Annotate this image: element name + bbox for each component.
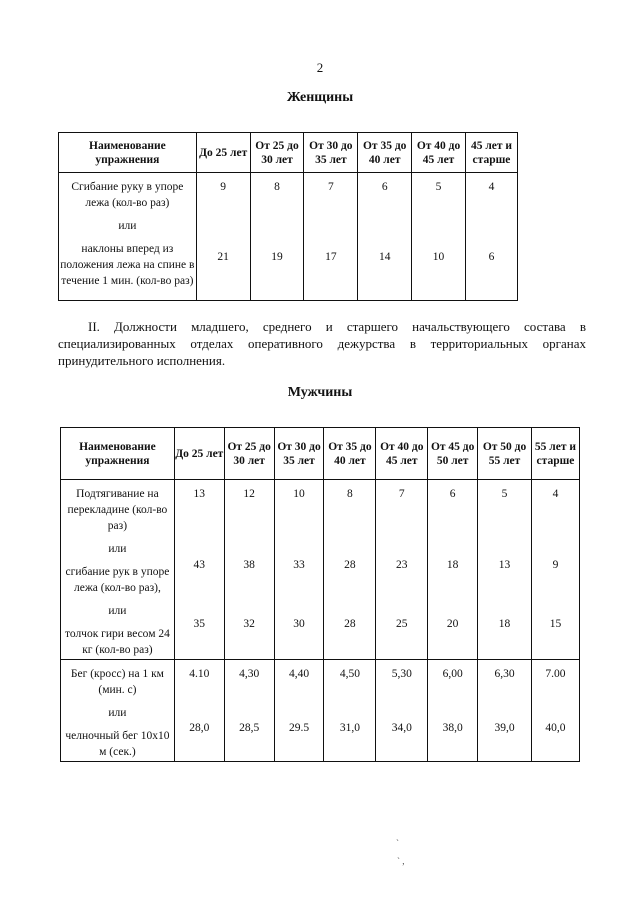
header-age-group: От 40 до 45 лет (376, 428, 428, 480)
exercise-name: Подтягивание на перекладине (кол-во раз) (67, 488, 168, 532)
value-cell: 34,0 (391, 722, 412, 734)
value-cell: 7 (398, 488, 405, 500)
value-cell: 9 (220, 181, 227, 193)
endurance-block-row (61, 660, 580, 762)
value-cell: 4 (552, 488, 559, 500)
header-age-group: От 50 до 55 лет (478, 428, 532, 480)
value-cell: 23 (396, 559, 408, 571)
value-cell: 5 (501, 488, 508, 500)
value-cell: 10 (293, 488, 305, 500)
exercise-name: сгибание рук в упоре лежа (кол-во раз), (65, 566, 170, 594)
men-table (60, 427, 580, 762)
value-cell: 7 (327, 181, 334, 193)
value-cell: 28,5 (239, 722, 260, 734)
value-cell: 12 (243, 488, 255, 500)
value-cell: 6 (381, 181, 388, 193)
value-cell: 18 (446, 559, 459, 571)
section-paragraph: II. Должности младшего, среднего и старшего начальствующего состава в специализированных отделах оперативного дежурства в территориальных органах принудительного исполнения. (58, 319, 586, 368)
header-age-group: От 40 до 45 лет (412, 133, 466, 173)
value-cell: 43 (193, 559, 206, 571)
scan-mark: ` (396, 838, 399, 848)
value-cell: 4.10 (189, 668, 210, 680)
value-cell: 38,0 (442, 722, 463, 734)
value-cell: 7.00 (545, 668, 566, 680)
page-number: 2 (316, 60, 324, 75)
value-cell: 40,0 (545, 722, 566, 734)
or-separator: или (108, 605, 127, 617)
value-cell: 9 (552, 559, 559, 571)
value-cell: 18 (498, 618, 511, 630)
value-cell: 13 (498, 559, 511, 571)
value-cell: 30 (293, 618, 305, 630)
header-age-group: 55 лет и старше (531, 428, 579, 480)
exercise-name: наклоны вперед из положения лежа на спине в течение 1 мин. (кол-во раз) (60, 243, 195, 287)
value-cell: 6,00 (442, 668, 463, 680)
or-separator: или (108, 707, 127, 719)
value-cell: 14 (378, 251, 391, 263)
exercise-name: толчок гири весом 24 кг (кол-во раз) (64, 628, 170, 656)
exercise-name: Бег (кросс) на 1 км (мин. с) (70, 668, 164, 696)
header-age-group: До 25 лет (196, 133, 250, 173)
header-age-group: От 35 до 40 лет (324, 428, 376, 480)
value-cell: 19 (271, 251, 283, 263)
women-table (58, 132, 518, 301)
value-cell: 4 (488, 181, 495, 193)
header-age-group: До 25 лет (174, 428, 224, 480)
value-cell: 5 (435, 181, 442, 193)
header-age-group: От 45 до 50 лет (428, 428, 478, 480)
value-cell: 39,0 (494, 722, 515, 734)
value-cell: 38 (243, 559, 255, 571)
header-age-group: 45 лет и старше (465, 133, 517, 173)
header-age-group: От 30 до 35 лет (274, 428, 324, 480)
value-cell: 32 (243, 618, 255, 630)
strength-block-row (61, 480, 580, 660)
value-cell: 28 (344, 618, 356, 630)
header-exercise-name: Наименование упражнения (61, 428, 175, 480)
header-age-group: От 30 до 35 лет (304, 133, 358, 173)
value-cell: 8 (274, 181, 280, 193)
value-cell: 17 (325, 251, 337, 263)
value-cell: 6 (488, 251, 495, 263)
header-age-group: От 25 до 30 лет (250, 133, 304, 173)
value-cell: 15 (549, 618, 562, 630)
value-cell: 8 (347, 488, 353, 500)
value-cell: 29.5 (288, 722, 310, 734)
value-cell: 4,50 (339, 668, 360, 680)
header-exercise-name: Наименование упражнения (59, 133, 197, 173)
value-cell: 10 (432, 251, 445, 263)
value-cell: 25 (396, 618, 408, 630)
scan-mark: ` , (397, 856, 405, 866)
value-cell: 4,40 (288, 668, 310, 680)
value-cell: 6 (449, 488, 456, 500)
value-cell: 21 (217, 251, 229, 263)
value-cell: 31,0 (339, 722, 360, 734)
exercise-name: челночный бег 10x10 м (сек.) (65, 730, 170, 758)
or-separator: или (108, 543, 127, 555)
or-separator: или (118, 220, 137, 232)
value-cell: 35 (193, 618, 206, 630)
value-cell: 28,0 (189, 722, 210, 734)
women-title: Женщины (286, 90, 354, 105)
header-age-group: От 35 до 40 лет (358, 133, 412, 173)
exercise-name: Сгибание руку в упоре лежа (кол-во раз) (71, 181, 184, 209)
value-cell: 6,30 (494, 668, 515, 680)
value-cell: 28 (344, 559, 356, 571)
header-age-group: От 25 до 30 лет (224, 428, 274, 480)
value-cell: 4,30 (239, 668, 260, 680)
value-cell: 20 (446, 618, 459, 630)
men-title: Мужчины (287, 385, 353, 400)
exercise-cell (61, 660, 175, 762)
value-cell: 5,30 (391, 668, 412, 680)
exercise-cell (61, 480, 175, 660)
value-cell: 13 (193, 488, 206, 500)
value-cell: 33 (293, 559, 305, 571)
exercise-cell (59, 173, 197, 301)
